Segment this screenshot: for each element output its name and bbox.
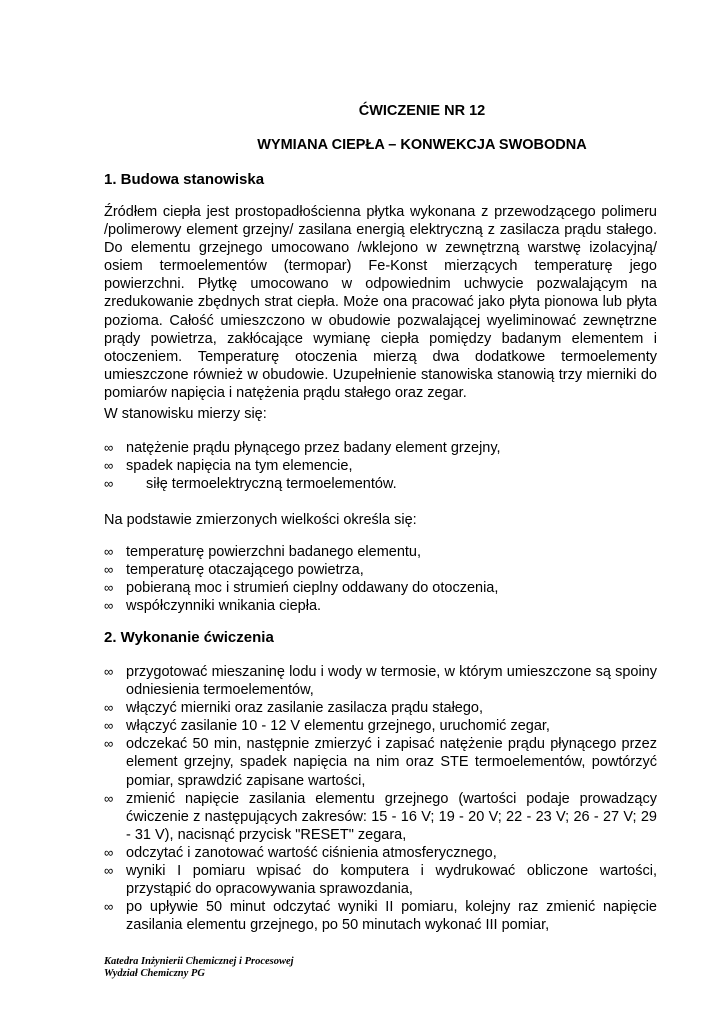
- list-item: [104, 457, 657, 475]
- bullet-icon: ∞: [104, 664, 114, 679]
- list-item: [104, 898, 657, 934]
- determined-quantities-list: [104, 543, 657, 615]
- list-item-text: temperaturę powierzchni badanego elementu,: [126, 544, 422, 560]
- page-footer: [104, 956, 294, 980]
- list-item-text: siłę termoelektryczną termoelementów.: [146, 476, 397, 493]
- exercise-number-title: ĆWICZENIE NR 12: [358, 103, 486, 119]
- list-item: [104, 579, 657, 597]
- list-item-text: temperaturę otaczającego powietrza,: [126, 562, 364, 579]
- list-item: [104, 735, 657, 789]
- list-item: [104, 597, 657, 615]
- bullet-icon: ∞: [104, 899, 114, 915]
- bullet-icon: ∞: [104, 476, 114, 492]
- section-heading-procedure: 2. Wykonanie ćwiczenia: [104, 629, 274, 646]
- list-item: [104, 439, 657, 457]
- bullet-icon: ∞: [104, 718, 114, 734]
- bullet-icon: ∞: [104, 562, 114, 578]
- list-item-text: odczekać 50 min, następnie zmierzyć i zapisać natężenie prądu płynącego przez element grzejny, spadek napięcia na nim oraz STE termoelementów, powtórzyć pomiar, sprawdzić zapisane wartości,: [126, 736, 657, 789]
- bullet-icon: ∞: [104, 700, 114, 716]
- footer-faculty: Wydział Chemiczny PG: [104, 968, 205, 979]
- list-item: [104, 699, 657, 717]
- determined-quantities-intro: Na podstawie zmierzonych wielkości określa się:: [104, 512, 417, 528]
- list-item-text: włączyć mierniki oraz zasilanie zasilacza prądu stałego,: [126, 700, 484, 717]
- list-item: [104, 844, 657, 862]
- list-item-text: zmienić napięcie zasilania elementu grzejnego (wartości podaje prowadzący ćwiczenie z następujących zakresów: 15 - 16 V; 19 - 20 V; 22 - 23 V; 26 - 27 V; 29 - 31 V), nacisnąć przycisk "RESET" zegara,: [126, 790, 657, 843]
- footer-department: Katedra Inżynierii Chemicznej i Procesowej: [104, 956, 294, 967]
- list-item-text: spadek napięcia na tym elemencie,: [126, 458, 353, 475]
- bullet-icon: ∞: [104, 863, 114, 879]
- list-item-text: przygotować mieszaninę lodu i wody w termosie, w którym umieszczone są spoiny odniesienia termoelementów,: [126, 664, 657, 699]
- bullet-icon: ∞: [104, 440, 114, 455]
- bullet-icon: ∞: [104, 544, 114, 559]
- bullet-icon: ∞: [104, 598, 114, 614]
- exercise-topic-title: WYMIANA CIEPŁA – KONWEKCJA SWOBODNA: [257, 137, 587, 153]
- procedure-steps-list: [104, 663, 657, 934]
- list-item-text: włączyć zasilanie 10 - 12 V elementu grzejnego, uruchomić zegar,: [126, 718, 550, 735]
- bullet-icon: ∞: [104, 736, 114, 752]
- bullet-icon: ∞: [104, 458, 114, 474]
- measured-quantities-intro: W stanowisku mierzy się:: [104, 406, 267, 422]
- list-item: [104, 717, 657, 735]
- list-item-text: natężenie prądu płynącego przez badany element grzejny,: [126, 440, 501, 456]
- list-item-text: współczynniki wnikania ciepła.: [126, 598, 322, 615]
- list-item: [104, 475, 657, 493]
- list-item: [104, 663, 657, 699]
- list-item: [104, 561, 657, 579]
- section-heading-setup: 1. Budowa stanowiska: [104, 171, 265, 188]
- list-item-text: odczytać i zanotować wartość ciśnienia atmosferycznego,: [126, 844, 497, 861]
- list-item: [104, 790, 657, 844]
- list-item: [104, 543, 657, 561]
- list-item-text: wyniki I pomiaru wpisać do komputera i wydrukować obliczone wartości, przystąpić do opracowywania sprawozdania,: [126, 863, 657, 898]
- measured-quantities-list: [104, 439, 657, 493]
- list-item: [104, 862, 657, 898]
- bullet-icon: ∞: [104, 790, 114, 806]
- bullet-icon: ∞: [104, 580, 114, 596]
- bullet-icon: ∞: [104, 844, 114, 860]
- list-item-text: pobieraną moc i strumień cieplny oddawany do otoczenia,: [126, 580, 499, 597]
- setup-description: Źródłem ciepła jest prostopadłościenna płytka wykonana z przewodzącego polimeru /polimerowy element grzejny/ zasilana energią elektryczną z zasilacza prądu stałego. Do elementu grzejnego umocowano /wklejono w zewnętrzną warstwę izolacyjną/ osiem termoelementów (termopar) Fe-Konst mierzących temperaturę jego powierzchni. Płytkę umocowano w odpowiednim uchwycie pozwalającym na zredukowanie zbędnych strat ciepła. Może ona pracować jako płyta pionowa lub płyta pozioma. Całość umieszczono w obudowie pozwalającej wyeliminować zewnętrzne prądy powietrza, zakłócające wymianę ciepła pomiędzy badanym elementem i otoczeniem. Temperaturę otoczenia mierzą dwa dodatkowe termoelementy umieszczone również w obudowie. Uzupełnienie stanowiska stanowią trzy mierniki do pomiarów napięcia i natężenia prądu stałego oraz zegar.: [104, 204, 657, 401]
- list-item-text: po upływie 50 minut odczytać wyniki II pomiaru, kolejny raz zmienić napięcie zasilania elementu grzejnego, po 50 minutach wykonać III pomiar,: [126, 899, 657, 934]
